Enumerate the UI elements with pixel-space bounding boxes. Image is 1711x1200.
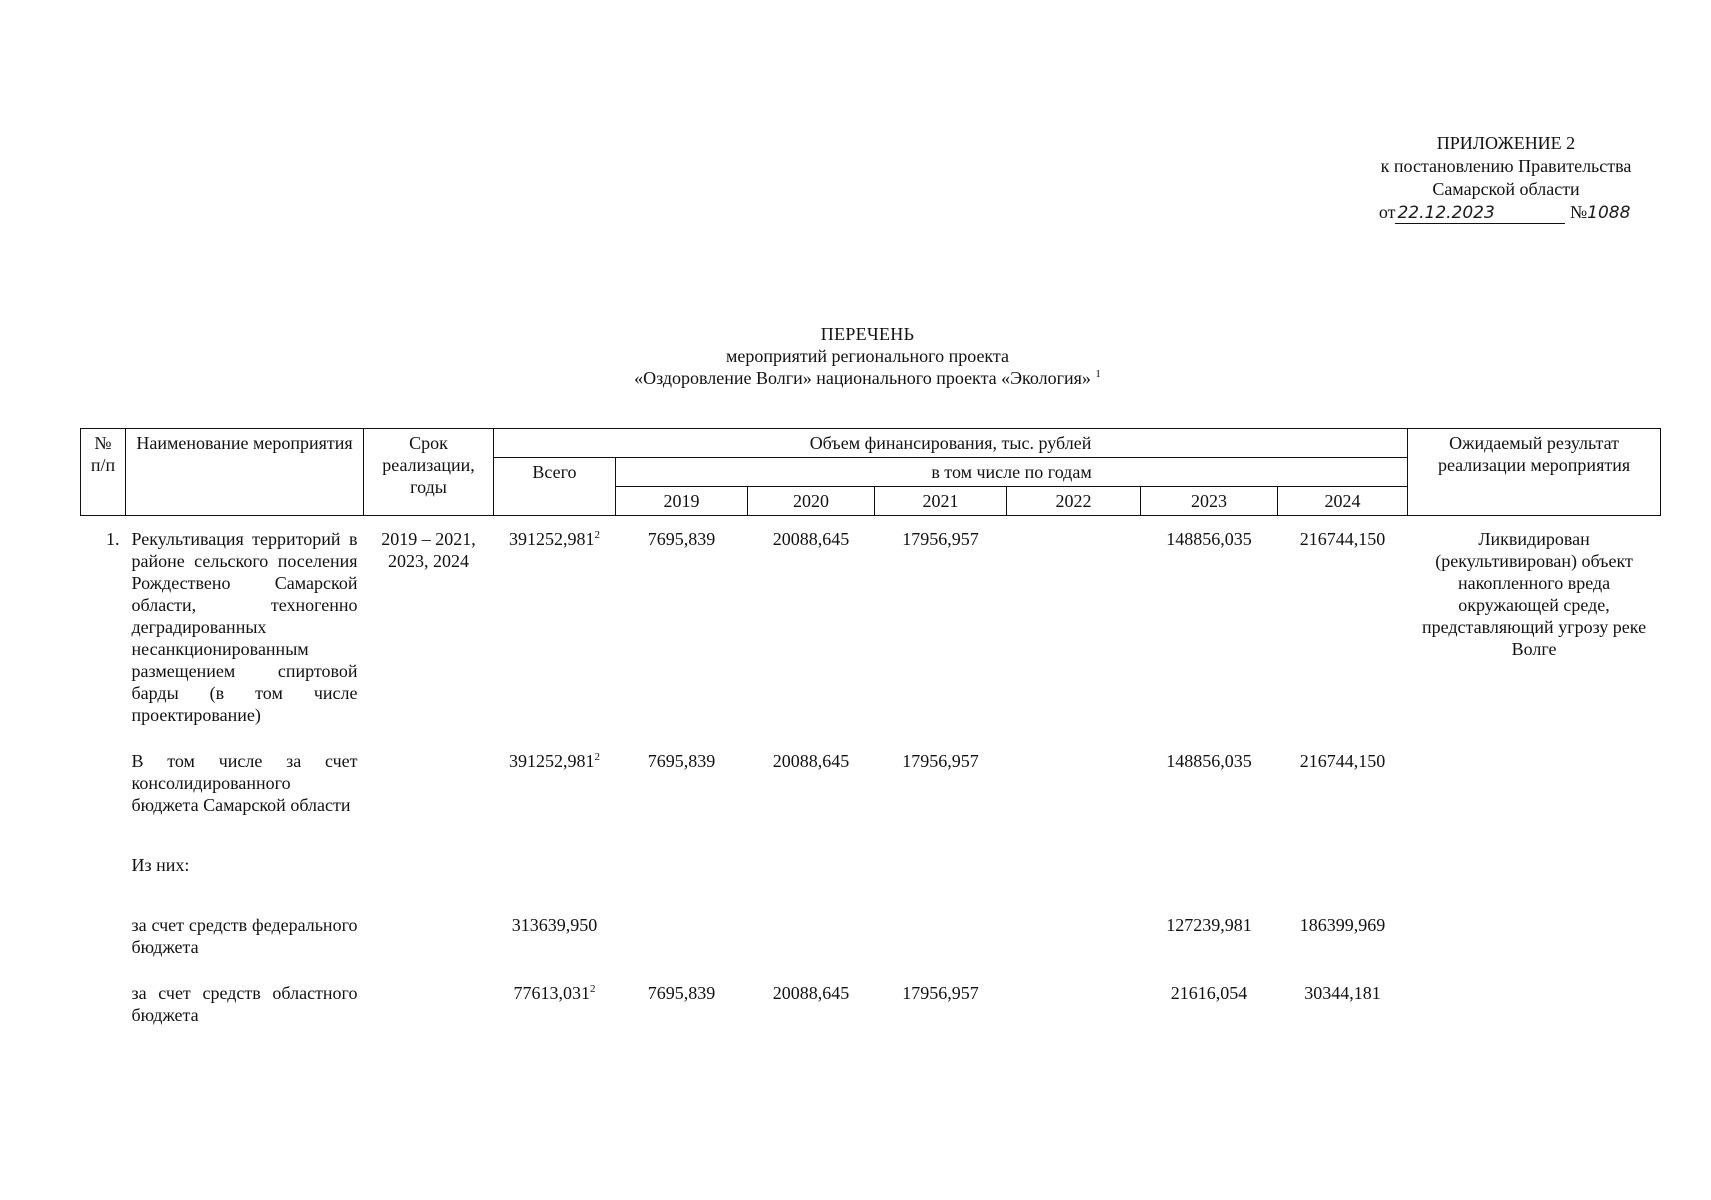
row-2022	[1007, 750, 1141, 816]
title-line2: мероприятий регионального проекта	[725, 346, 1010, 366]
row-total-footnote: 2	[594, 751, 600, 763]
header-year-2021: 2021	[875, 487, 1007, 516]
row-2022	[1007, 516, 1141, 727]
row-total	[494, 982, 616, 1026]
row-2020	[748, 914, 875, 958]
row-total-value: 391252,981	[509, 751, 595, 771]
header-year-2024: 2024	[1278, 487, 1408, 516]
header-name: Наименование мероприятия	[126, 429, 364, 516]
row-total: 313639,950	[511, 915, 598, 935]
row-2020: 20088,645	[772, 529, 850, 549]
appendix-line1: к постановлению Правительства	[1380, 156, 1632, 176]
table-row	[81, 982, 1661, 1026]
row-result: Ликвидирован (рекультивирован) объект накопленного вреда окружающей среде, представляющий угрозу реке Волге	[1421, 529, 1647, 659]
row-2023: 127239,981	[1166, 915, 1252, 935]
row-total-value: 77613,031	[513, 983, 590, 1003]
table-row	[81, 914, 1661, 958]
row-2021	[875, 914, 1007, 958]
row-2024: 216744,150	[1299, 751, 1386, 771]
header-year-2023: 2023	[1141, 487, 1278, 516]
title-main: ПЕРЕЧЕНЬ	[820, 324, 915, 344]
row-2022	[1007, 982, 1141, 1026]
header-result: Ожидаемый результат реализации мероприятия	[1408, 429, 1661, 516]
number-label: №	[1569, 202, 1588, 222]
handwritten-number: 1088	[1587, 203, 1631, 223]
header-year-2020: 2020	[748, 487, 875, 516]
order-line	[1346, 201, 1666, 224]
row-2024: 30344,181	[1304, 983, 1381, 1003]
row-index: 1.	[106, 529, 120, 549]
row-2019	[616, 914, 748, 958]
row-2019: 7695,839	[647, 983, 716, 1003]
row-2020: 20088,645	[772, 751, 850, 771]
from-label: от	[1378, 202, 1396, 222]
row-name: Рекультивация территорий в районе сельского поселения Рождествено Самарской области, техногенно деградированных несанкционированным размещением спиртовой барды (в том числе проектирование)	[131, 529, 358, 725]
appendix-title: ПРИЛОЖЕНИЕ 2	[1436, 133, 1576, 153]
row-2021: 17956,957	[902, 529, 979, 549]
header-period: Срок реализации, годы	[364, 429, 494, 516]
measures-table	[80, 428, 1661, 1026]
row-total-value: 391252,981	[509, 529, 595, 549]
appendix-block	[1346, 132, 1666, 224]
header-total: Всего	[494, 458, 616, 516]
row-total-footnote: 2	[590, 983, 596, 995]
row-total-footnote: 2	[594, 529, 600, 541]
row-name: за счет средств федерального бюджета	[131, 915, 358, 957]
row-2023: 148856,035	[1166, 529, 1252, 549]
row-2023: 21616,054	[1170, 983, 1248, 1003]
appendix-line2: Самарской области	[1432, 179, 1580, 199]
header-year-2019: 2019	[616, 487, 748, 516]
row-2021: 17956,957	[902, 983, 979, 1003]
row-2019: 7695,839	[647, 751, 716, 771]
header-by-years: в том числе по годам	[616, 458, 1408, 487]
handwritten-date: 22.12.2023	[1395, 203, 1565, 224]
row-2019: 7695,839	[647, 529, 716, 549]
row-name: Из них:	[131, 855, 190, 875]
row-2022	[1007, 914, 1141, 958]
header-financing: Объем финансирования, тыс. рублей	[494, 429, 1408, 458]
header-number: № п/п	[81, 429, 126, 516]
title-line3-text: «Оздоровление Волги» национального проекта «Экология»	[634, 368, 1091, 388]
table-row	[81, 516, 1661, 727]
table-row	[81, 854, 1661, 876]
row-name: В том числе за счет консолидированного бюджета Самарской области	[131, 751, 358, 815]
row-total	[494, 750, 616, 816]
row-2020: 20088,645	[772, 983, 850, 1003]
row-2024: 216744,150	[1299, 529, 1386, 549]
row-period: 2019 – 2021, 2023, 2024	[381, 529, 476, 571]
title-line3	[0, 367, 1711, 389]
title-footnote: 1	[1095, 368, 1101, 380]
row-2023: 148856,035	[1166, 751, 1252, 771]
row-name: за счет средств областного бюджета	[131, 983, 358, 1025]
header-year-2022: 2022	[1007, 487, 1141, 516]
row-2021: 17956,957	[902, 751, 979, 771]
row-total	[494, 516, 616, 727]
document-title	[0, 323, 1711, 389]
row-2024: 186399,969	[1299, 915, 1386, 935]
table-row	[81, 750, 1661, 816]
